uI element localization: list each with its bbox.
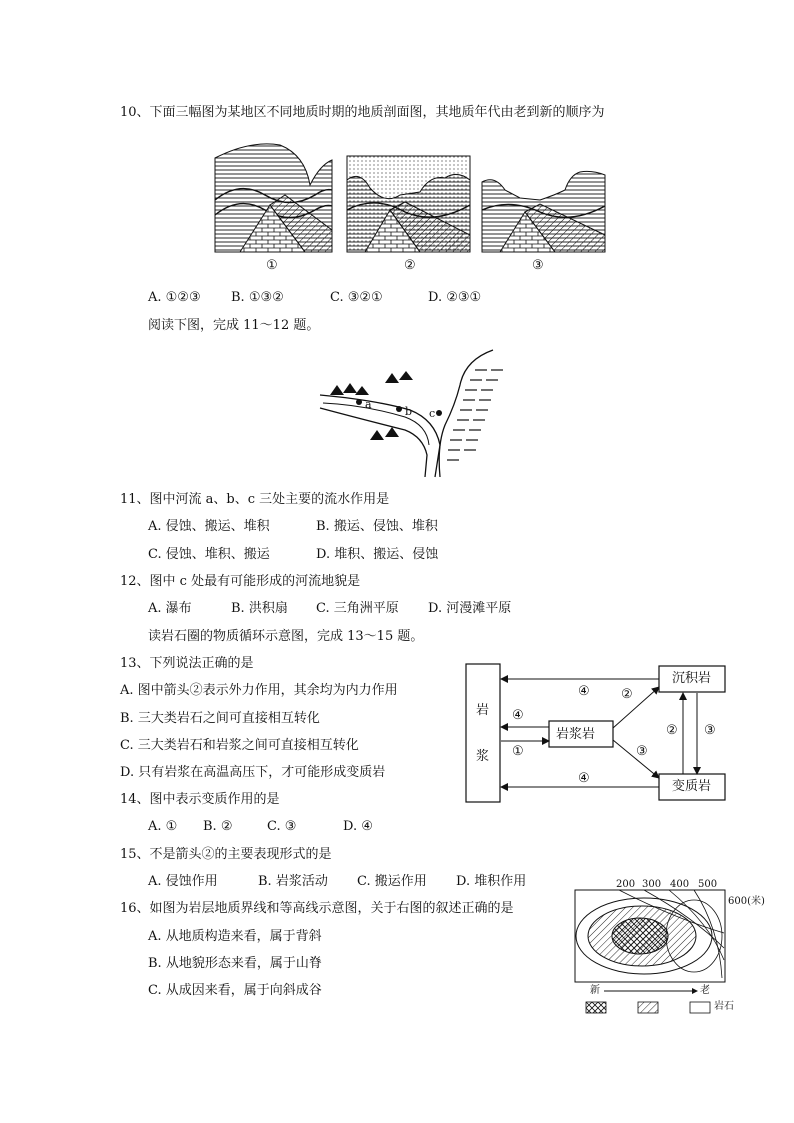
q11-option-c: C. 侵蚀、堆积、搬运 [148, 547, 270, 562]
legend-new: 新 [590, 985, 600, 996]
legend-old: 老 [700, 985, 710, 996]
q11-option-a: A. 侵蚀、搬运、堆积 [148, 519, 270, 534]
q14-option-d: D. ④ [343, 819, 373, 834]
q15-stem: 15、不是箭头②的主要表现形式的是 [120, 847, 332, 862]
contour-label-600: 600(米) [728, 896, 765, 907]
fig-label-1: ① [266, 258, 278, 273]
cycle-arrow-3-left: ③ [636, 744, 648, 759]
cycle-igneous-rock: 岩浆岩 [556, 727, 596, 742]
q11-option-b: B. 搬运、侵蚀、堆积 [316, 519, 438, 534]
cycle-arrow-1: ① [512, 744, 524, 759]
q10-option-c: C. ③②① [330, 290, 383, 305]
q12-option-a: A. 瀑布 [148, 601, 192, 616]
section-figure-1 [215, 144, 332, 252]
cycle-arrow-2-right: ② [666, 723, 678, 738]
q14-option-a: A. ① [148, 819, 178, 834]
cycle-arrow-2-left: ② [621, 687, 633, 702]
q15-option-d: D. 堆积作用 [456, 874, 527, 889]
river-label-a: a [365, 398, 372, 411]
q10-option-a: A. ①②③ [148, 290, 201, 305]
q16-option-a: A. 从地质构造来看，属于背斜 [148, 929, 322, 944]
q15-option-a: A. 侵蚀作用 [148, 874, 218, 889]
cycle-sedimentary-rock: 沉积岩 [672, 671, 712, 686]
fig-label-3: ③ [532, 258, 544, 273]
q10-stem: 10、下面三幅图为某地区不同地质时期的地质剖面图，其地质年代由老到新的顺序为 [120, 105, 605, 120]
river-label-c: c [429, 407, 436, 420]
q16-stem: 16、如图为岩层地质界线和等高线示意图，关于右图的叙述正确的是 [120, 901, 514, 916]
contour-label-200: 200 [616, 879, 636, 890]
q12-option-d: D. 河漫滩平原 [428, 601, 512, 616]
q15-option-c: C. 搬运作用 [357, 874, 427, 889]
q13-option-c: C. 三大类岩石和岩浆之间可直接相互转化 [120, 738, 359, 753]
section-figure-2 [347, 156, 470, 252]
q13-stem: 13、下列说法正确的是 [120, 656, 254, 671]
q12-option-c: C. 三角洲平原 [316, 601, 399, 616]
q10-option-b: B. ①③② [231, 290, 284, 305]
q16-option-b: B. 从地貌形态来看，属于山脊 [148, 956, 322, 971]
q11-option-d: D. 堆积、搬运、侵蚀 [316, 547, 439, 562]
cycle-metamorphic-rock: 变质岩 [672, 779, 712, 794]
q12-stem: 12、图中 c 处最有可能形成的河流地貌是 [120, 574, 361, 589]
cycle-arrow-4-mid: ④ [512, 708, 524, 723]
q10-option-d: D. ②③① [428, 290, 482, 305]
q12-option-b: B. 洪积扇 [231, 601, 288, 616]
q14-option-c: C. ③ [267, 819, 297, 834]
legend-rock: 岩石 [714, 1001, 734, 1012]
intro-11-12: 阅读下图，完成 11～12 题。 [148, 318, 320, 333]
intro-13-15: 读岩石圈的物质循环示意图，完成 13～15 题。 [148, 629, 424, 644]
cycle-magma-char-1: 岩 [476, 703, 490, 718]
fig-label-2: ② [404, 258, 416, 273]
q14-stem: 14、图中表示变质作用的是 [120, 792, 280, 807]
contour-label-400: 400 [670, 879, 690, 890]
q14-option-b: B. ② [203, 819, 233, 834]
q16-option-c: C. 从成因来看，属于向斜成谷 [148, 983, 322, 998]
contour-label-500: 500 [698, 879, 718, 890]
q11-stem: 11、图中河流 a、b、c 三处主要的流水作用是 [120, 492, 390, 507]
cycle-magma-char-2: 浆 [476, 749, 490, 764]
river-figure [315, 345, 515, 480]
cycle-arrow-3-right: ③ [704, 723, 716, 738]
q10-section-figures [210, 140, 610, 265]
q13-option-a: A. 图中箭头②表示外力作用，其余均为内力作用 [120, 683, 398, 698]
section-figure-3 [482, 171, 605, 252]
q13-option-b: B. 三大类岩石之间可直接相互转化 [120, 711, 320, 726]
q15-option-b: B. 岩浆活动 [258, 874, 328, 889]
cycle-arrow-4-bottom: ④ [578, 771, 590, 786]
river-label-b: b [405, 405, 413, 418]
contour-label-300: 300 [642, 879, 662, 890]
q13-option-d: D. 只有岩浆在高温高压下，才可能形成变质岩 [120, 765, 386, 780]
cycle-arrow-4-top: ④ [578, 684, 590, 699]
